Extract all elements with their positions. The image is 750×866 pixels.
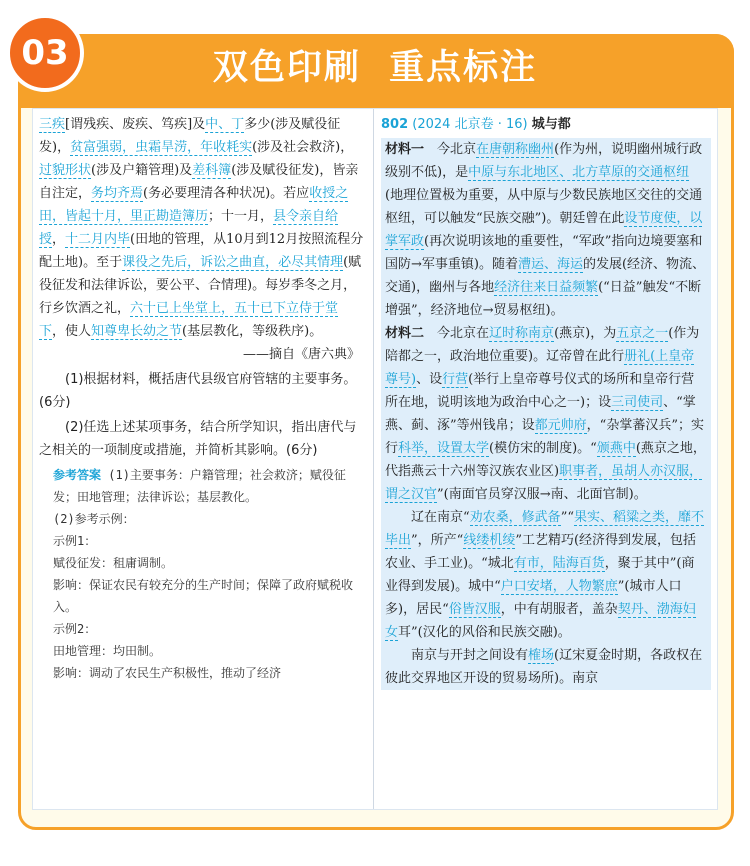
- text-run: ”(城市人口多)，居民“: [385, 579, 682, 617]
- highlighted-phrase: 中原与东北地区、北方草原的交通枢纽: [468, 165, 690, 180]
- book-page: [32, 108, 718, 810]
- material-1-label: 材料一: [385, 142, 425, 157]
- example-2-impact: 影响：调动了农民生产积极性，推动了经济: [53, 666, 282, 680]
- material-2-text-c: [381, 644, 711, 690]
- highlighted-phrase: 在唐朝称幽州: [476, 142, 555, 157]
- highlighted-phrase: 有市，陆海百货: [513, 556, 605, 571]
- text-run: (燕京)，为: [554, 326, 617, 341]
- text-run: ，: [52, 232, 66, 247]
- highlighted-phrase: 俗皆汉服: [448, 602, 501, 617]
- text-run: (涉及户籍管理)及: [91, 163, 193, 178]
- text-run: (再次说明该地的重要性，“军政”指向边境要塞和国防→军事重镇)。随着: [385, 234, 703, 272]
- text-run: (涉及赋役征发)，皆亲自注定，: [39, 163, 359, 201]
- material-2: [381, 322, 711, 506]
- text-run: (基层教化，等级秩序)。: [182, 324, 323, 339]
- text-run: (作为州，说明幽州城行政级别不低)，是: [385, 142, 703, 180]
- question-title: 城与都: [531, 117, 571, 132]
- highlighted-phrase: 行营: [442, 372, 469, 387]
- highlighted-phrase: 漕运、海运: [517, 257, 583, 272]
- left-column: [39, 113, 364, 684]
- answer-1: (1)主要事务：户籍管理；社会救济；赋役征发；田地管理；法律诉讼；基层教化。: [53, 468, 346, 504]
- column-divider: [373, 109, 374, 809]
- highlighted-phrase: 经济往来日益频繁: [494, 280, 599, 295]
- material-2-text-b-runs: [385, 510, 704, 641]
- text-run: 、“掌燕、蓟、涿”等州钱帛；设: [385, 395, 696, 433]
- highlighted-phrase: 过貌形状: [39, 163, 92, 178]
- highlighted-phrase: 榷场: [528, 648, 555, 663]
- text-run: (举行上皇帝尊号仪式的场所和皇帝行营所在地，说明该地为政治中心之一)；设: [385, 372, 695, 410]
- material-2-text-a: [385, 326, 706, 503]
- material-2-text-c-runs: [385, 648, 702, 686]
- example-1-system: 赋役征发：租庸调制。: [53, 556, 174, 570]
- question-1: (1)根据材料，概括唐代县级官府管辖的主要事务。(6分): [39, 372, 357, 410]
- example-1-impact: 影响：保证农民有较充分的生产时间；保障了政府赋税收入。: [53, 578, 354, 614]
- text-run: ，中有胡服者，盖杂: [500, 602, 618, 617]
- banner-title: 双色印刷 重点标注: [212, 48, 538, 88]
- text-run: 今北京在: [437, 326, 490, 341]
- text-run: (模仿宋的制度)。“: [489, 441, 597, 456]
- text-run: (涉及社会救济)，: [252, 140, 354, 155]
- highlighted-phrase: 设节度使，以掌军政: [385, 211, 703, 249]
- text-run: ，使人: [52, 324, 92, 339]
- citation: ——摘自《唐六典》: [242, 347, 360, 362]
- highlighted-phrase: 六十已上坐堂上，五十已下立侍于堂下: [39, 301, 339, 339]
- text-run: ”工艺精巧(经济得到发展，包括农业、手工业)。“城北: [385, 533, 697, 571]
- highlighted-phrase: 三疾: [39, 117, 66, 132]
- highlighted-phrase: 贫富强弱，虫霜旱涝，年收耗实: [70, 140, 253, 155]
- answer-2: (2)参考示例：: [53, 512, 135, 526]
- highlighted-phrase: 课役之先后，诉讼之曲直，必尽其情理: [122, 255, 344, 270]
- highlighted-phrase: 契丹、渤海妇女: [385, 602, 696, 640]
- passage-text: [39, 113, 364, 343]
- reference-answer: [39, 464, 364, 684]
- highlighted-phrase: 职事者，虽胡人亦汉服，谓之汉官: [385, 464, 703, 502]
- example-2-system: 田地管理：均田制。: [53, 644, 162, 658]
- material-1: [381, 138, 711, 322]
- highlighted-phrase: 十二月内毕: [65, 232, 131, 247]
- material-1-text: [385, 142, 705, 318]
- highlighted-phrase: 颁燕中: [596, 441, 636, 456]
- text-run: (务必要理清各种状况)。若应: [143, 186, 310, 201]
- text-run: 多少(涉及赋役征发)，: [39, 117, 341, 155]
- highlighted-phrase: 收授之田，皆起十月，里正勘造簿历: [39, 186, 349, 224]
- text-run: (赋役征发和法律诉讼，要公平、合情理)。每岁季冬之月，行乡饮酒之礼，: [39, 255, 362, 316]
- text-run: (燕京之地，代指燕云十六州等汉族农业区): [385, 441, 706, 479]
- highlighted-phrase: 劝农桑，修武备: [469, 510, 561, 525]
- example-1-label: 示例1：: [53, 534, 97, 548]
- text-run: (作为陪都之一，政治地位重要)。辽帝曾在此行: [385, 326, 700, 364]
- question-2: (2)任选上述某项事务，结合所学知识，指出唐代与之相关的一项制度或措施，并简析其影响。(6分): [39, 420, 357, 458]
- highlighted-phrase: 册礼(上皇帝尊号): [385, 349, 695, 387]
- highlighted-phrase: 知尊卑长幼之节: [91, 324, 183, 339]
- highlighted-phrase: 务均齐焉: [91, 186, 144, 201]
- highlighted-phrase: 线缕机绫: [463, 533, 516, 548]
- text-run: (“日益”触发“不断增强”，经济地位→贸易枢纽)。: [385, 280, 702, 318]
- highlighted-phrase: 三司使司: [611, 395, 664, 410]
- question-header: [381, 113, 711, 136]
- highlighted-phrase: 五京之一: [616, 326, 669, 341]
- text-run: ”“: [560, 510, 574, 525]
- highlighted-phrase: 都元帅府: [534, 418, 587, 433]
- text-run: ；十一月，: [208, 209, 274, 224]
- text-run: 的发展(经济、物流、交通)，幽州与各地: [385, 257, 706, 295]
- section-number-badge: 03: [6, 14, 84, 92]
- answer-label: 参考答案: [53, 468, 102, 482]
- text-run: (地理位置极为重要，从中原与少数民族地区交往的交通枢纽，可以触发“民族交融”)。朝廷曾在此: [385, 188, 703, 226]
- highlighted-phrase: 户口安堵，人物繁庶: [500, 579, 618, 594]
- text-run: [谓残疾、废疾、笃疾]及: [65, 117, 206, 132]
- material-2-label: 材料二: [385, 326, 425, 341]
- highlighted-phrase: 中、丁: [205, 117, 245, 132]
- text-run: ，聚于其中”(商业得到发展)。城中“: [385, 556, 695, 594]
- text-run: ”(南面官员穿汉服→南、北面官制)。: [437, 487, 647, 502]
- highlighted-phrase: 差科簿: [192, 163, 232, 178]
- text-run: (辽宋夏金时期，各政权在彼此交界地区开设的贸易场所)。南京: [385, 648, 703, 686]
- text-run: 、设: [416, 372, 443, 387]
- text-run: ，“杂掌蕃汉兵”；实行: [385, 418, 704, 456]
- question-number: 802: [381, 117, 409, 132]
- highlighted-phrase: 辽时称南京: [489, 326, 555, 341]
- text-run: 南京与开封之间设有: [411, 648, 529, 663]
- text-run: ”，所产“: [411, 533, 464, 548]
- question-source: (2024 北京卷 · 16): [412, 117, 528, 132]
- text-run: 耳”(汉化的风俗和民族交融)。: [398, 625, 571, 640]
- text-run: 辽在南京“: [411, 510, 470, 525]
- text-run: 今北京: [437, 142, 477, 157]
- right-column: [381, 113, 711, 690]
- highlighted-phrase: 果实、稻粱之类，靡不毕出: [385, 510, 704, 548]
- text-run: (田地的管理，从10月到12月按照流程分配土地)。至于: [39, 232, 364, 270]
- material-2-text-b: [381, 506, 711, 644]
- highlighted-phrase: 科举，设置太学: [398, 441, 490, 456]
- example-2-label: 示例2：: [53, 622, 97, 636]
- highlighted-phrase: 县令亲自给授: [39, 209, 339, 247]
